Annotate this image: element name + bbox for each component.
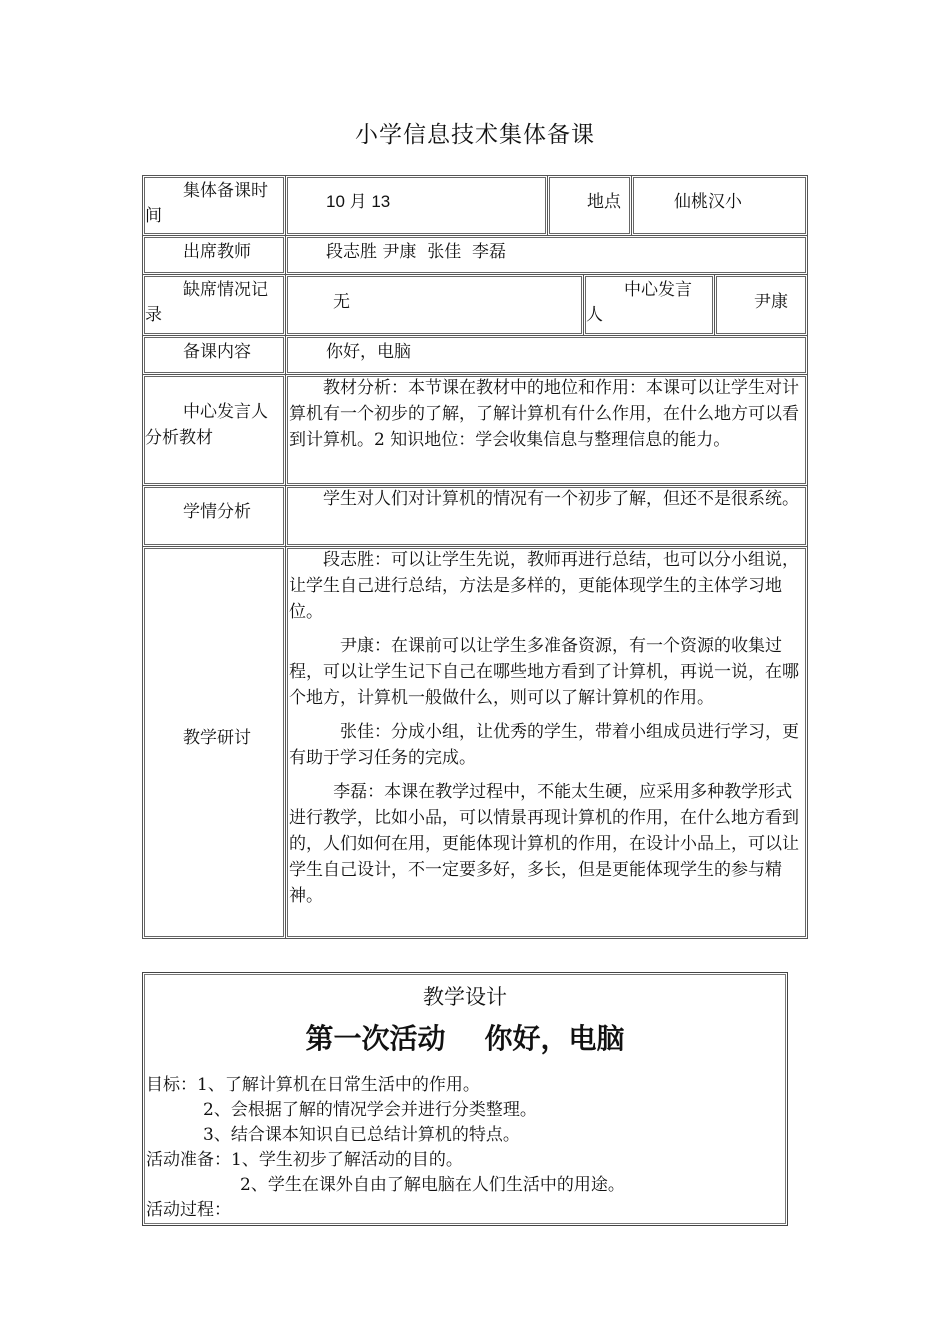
speaker-label-line2: 人	[586, 305, 603, 325]
goal-line-3: 3、结合课本知识自已总结计算机的特点。	[203, 1125, 520, 1145]
place-label-cell	[547, 175, 632, 236]
place-value-cell	[631, 175, 808, 236]
goal-line-2: 2、会根据了解的情况学会并进行分类整理。	[203, 1100, 537, 1120]
time-value-cell	[285, 175, 548, 236]
students-text: 学生对人们对计算机的情况有一个初步了解，但还不是很系统。	[323, 489, 799, 509]
absence-label-cell	[142, 274, 286, 336]
absence-label-line2: 录	[145, 305, 162, 325]
students-label: 学情分析	[183, 502, 251, 522]
time-value: 10 月 13	[326, 192, 391, 211]
prep-line-1: 活动准备：1、学生初步了解活动的目的。	[146, 1150, 463, 1170]
time-label-line1: 集体备课时	[183, 181, 268, 201]
analysis-label-line2: 分析教材	[145, 428, 213, 448]
teachers-label-cell	[142, 235, 286, 275]
absence-value-cell	[285, 274, 584, 336]
analysis-label-cell	[142, 374, 286, 486]
teachers-value-cell	[285, 235, 808, 275]
teachers-label: 出席教师	[183, 242, 251, 262]
time-label-cell	[142, 175, 286, 236]
analysis-value-cell	[285, 374, 808, 486]
students-label-cell	[142, 485, 286, 547]
page-title: 小学信息技术集体备课	[355, 122, 595, 148]
analysis-text: 教材分析：本节课在教材中的地位和作用：本课可以让学生对计算机有一个初步的了解，了解计算机有什么作用，在什么地方可以看到计算机。2 知识地位：学会收集信息与整理信息的能力。	[289, 378, 799, 450]
students-value-cell	[285, 485, 808, 547]
research-label-cell	[142, 546, 286, 939]
design-heading: 教学设计	[423, 985, 507, 1009]
speaker-label-cell	[583, 274, 715, 336]
teaching-design-box	[142, 972, 788, 1226]
speaker-value: 尹康	[754, 292, 788, 312]
content-value-cell	[285, 335, 808, 375]
content-label: 备课内容	[183, 342, 251, 362]
time-label-line2: 间	[145, 206, 162, 226]
analysis-label-line1: 中心发言人	[183, 402, 268, 422]
absence-value: 无	[333, 292, 350, 312]
research-paragraph-li: 李磊：本课在教学过程中，不能太生硬，应采用多种教学形式进行教学，比如小品，可以情景再现计算机的作用，在什么地方看到的，人们如何在用，更能体现计算机的作用，在设计小品上，可以让学生自己设计，不一定要多好，多长，但是更能体现学生的参与精神。	[289, 782, 799, 906]
absence-label-line1: 缺席情况记	[183, 280, 268, 300]
content-value: 你好，电脑	[326, 342, 411, 362]
research-paragraph-zhang: 张佳：分成小组，让优秀的学生，带着小组成员进行学习，更有助于学习任务的完成。	[289, 722, 799, 768]
speaker-value-cell	[714, 274, 808, 336]
content-label-cell	[142, 335, 286, 375]
research-value-cell	[285, 546, 808, 939]
place-value: 仙桃汉小	[674, 192, 742, 212]
teachers-value: 段志胜 尹康 张佳 李磊	[326, 242, 507, 262]
process-line: 活动过程：	[146, 1200, 231, 1220]
research-label: 教学研讨	[183, 728, 251, 748]
activity-title: 第一次活动 你好，电脑	[305, 1022, 625, 1055]
research-paragraph-yin: 尹康：在课前可以让学生多准备资源，有一个资源的收集过程，可以让学生记下自己在哪些地方看到了计算机，再说一说，在哪个地方，计算机一般做什么，则可以了解计算机的作用。	[289, 636, 799, 708]
prep-line-2: 2、学生在课外自由了解电脑在人们生活中的用途。	[240, 1175, 625, 1195]
place-label: 地点	[587, 192, 621, 212]
speaker-label-line1: 中心发言	[624, 280, 692, 300]
research-paragraph-duan: 段志胜：可以让学生先说，教师再进行总结，也可以分小组说，让学生自己进行总结，方法是多样的，更能体现学生的主体学习地位。	[289, 550, 799, 622]
goal-line-1: 目标：1、了解计算机在日常生活中的作用。	[146, 1075, 480, 1095]
